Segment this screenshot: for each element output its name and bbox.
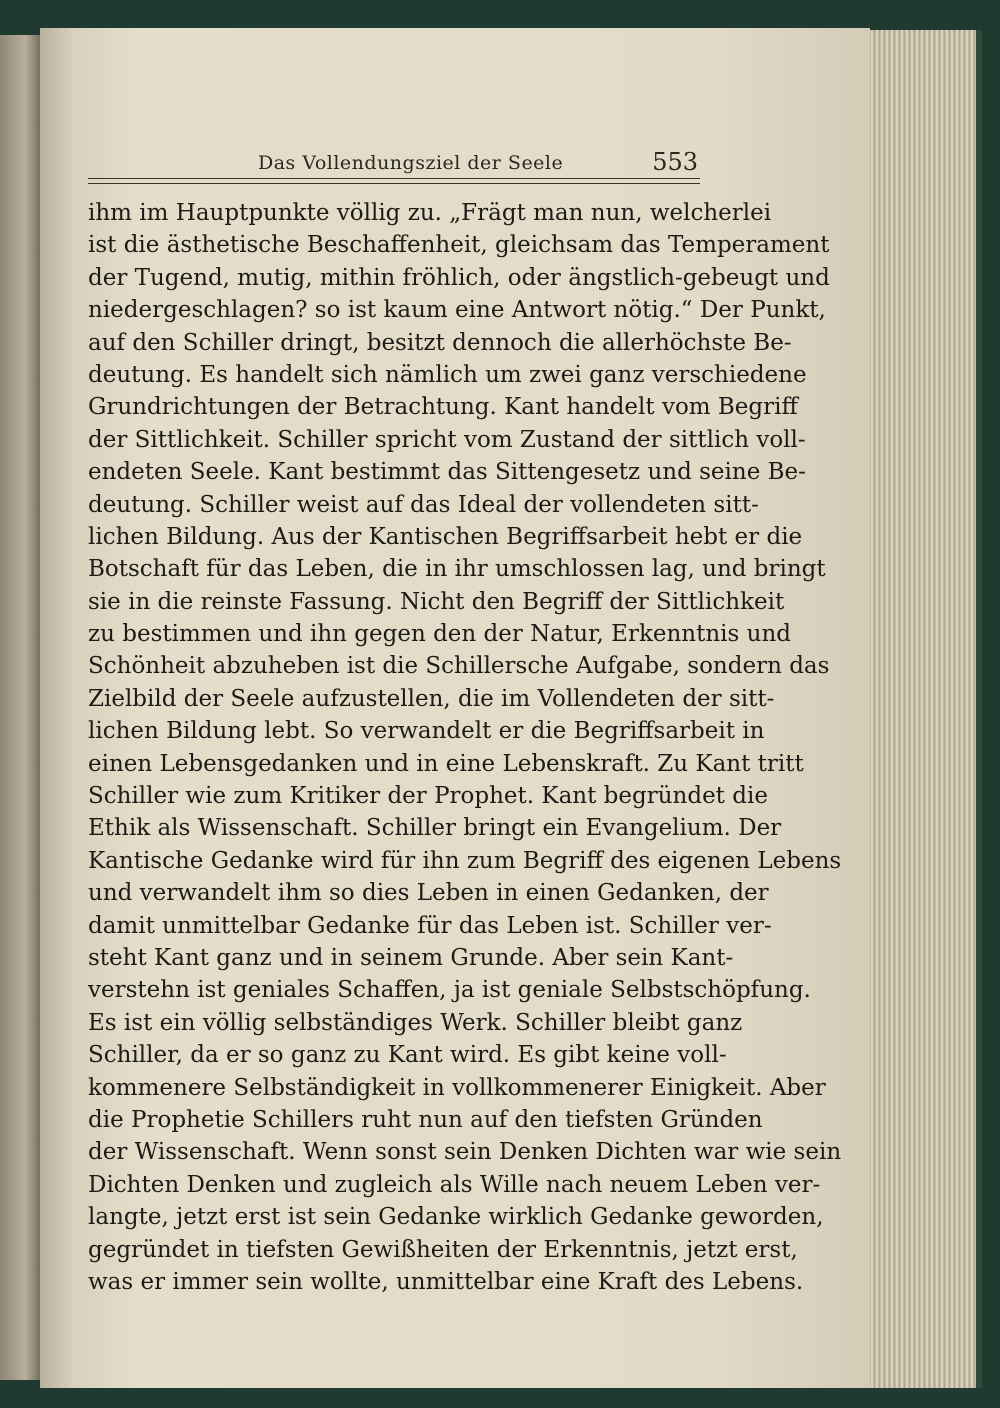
text-line: der Tugend, mutig, mithin fröhlich, oder ängstlich-gebeugt und [88, 264, 830, 291]
text-line: lichen Bildung lebt. So verwandelt er die Begriffsarbeit in [88, 718, 765, 745]
text-line: gegründet in tiefsten Gewißheiten der Erkenntnis, jetzt erst, [88, 1236, 798, 1263]
facing-page-edge [0, 35, 42, 1380]
text-line: ist die ästhetische Beschaffenheit, gleichsam das Temperament [88, 232, 830, 259]
text-line: einen Lebensgedanken und in eine Lebenskraft. Zu Kant tritt [88, 750, 804, 777]
running-title: Das Vollendungsziel der Seele [258, 152, 564, 174]
text-line: zu bestimmen und ihn gegen den der Natur, Erkenntnis und [88, 621, 791, 648]
text-line: Grundrichtungen der Betrachtung. Kant handelt vom Begriff [88, 394, 798, 421]
text-line: kommenere Selbständigkeit in vollkommenerer Einigkeit. Aber [88, 1074, 826, 1101]
text-line: verstehn ist geniales Schaffen, ja ist geniale Selbstschöpfung. [88, 977, 811, 1004]
text-line: Kantische Gedanke wird für ihn zum Begriff des eigenen Lebens [88, 847, 842, 874]
text-line: endeten Seele. Kant bestimmt das Sittengesetz und seine Be- [88, 459, 806, 486]
text-line: deutung. Schiller weist auf das Ideal der vollendeten sitt- [88, 491, 759, 518]
text-line: Zielbild der Seele aufzustellen, die im Vollendeten der sitt- [88, 685, 775, 712]
text-line: damit unmittelbar Gedanke für das Leben ist. Schiller ver- [88, 912, 772, 939]
running-head [250, 148, 700, 178]
text-line: Dichten Denken und zugleich als Wille nach neuem Leben ver- [88, 1171, 821, 1198]
text-line: Schiller, da er so ganz zu Kant wird. Es gibt keine voll- [88, 1042, 727, 1069]
text-line: steht Kant ganz und in seinem Grunde. Aber sein Kant- [88, 944, 734, 971]
text-line: langte, jetzt erst ist sein Gedanke wirklich Gedanke geworden, [88, 1204, 824, 1231]
text-line: sie in die reinste Fassung. Nicht den Begriff der Sittlichkeit [88, 588, 785, 615]
text-line: niedergeschlagen? so ist kaum eine Antwort nötig.“ Der Punkt, [88, 297, 826, 324]
text-line: Schönheit abzuheben ist die Schillersche Aufgabe, sondern das [88, 653, 830, 680]
page-block-edges [856, 30, 982, 1388]
text-line: lichen Bildung. Aus der Kantischen Begriffsarbeit hebt er die [88, 523, 803, 550]
text-line: die Prophetie Schillers ruht nun auf den tiefsten Gründen [88, 1106, 763, 1133]
text-line: Schiller wie zum Kritiker der Prophet. Kant begründet die [88, 783, 768, 810]
text-line: Es ist ein völlig selbständiges Werk. Schiller bleibt ganz [88, 1009, 743, 1036]
text-line: deutung. Es handelt sich nämlich um zwei ganz verschiedene [88, 361, 807, 388]
text-line: ihm im Hauptpunkte völlig zu. „Frägt man nun, welcherlei [88, 200, 772, 226]
text-line: der Sittlichkeit. Schiller spricht vom Zustand der sittlich voll- [88, 426, 806, 453]
page-number: 553 [652, 148, 698, 176]
body-text [88, 197, 842, 1298]
text-line: was er immer sein wollte, unmittelbar eine Kraft des Lebens. [88, 1268, 804, 1295]
text-line: der Wissenschaft. Wenn sonst sein Denken Dichten war wie sein [88, 1139, 842, 1166]
header-double-rule [88, 178, 700, 184]
text-line: Ethik als Wissenschaft. Schiller bringt ein Evangelium. Der [88, 815, 782, 842]
text-line: Botschaft für das Leben, die in ihr umschlossen lag, und bringt [88, 556, 826, 583]
text-line: auf den Schiller dringt, besitzt dennoch die allerhöchste Be- [88, 329, 792, 356]
text-line: und verwandelt ihm so dies Leben in einen Gedanken, der [88, 880, 769, 907]
